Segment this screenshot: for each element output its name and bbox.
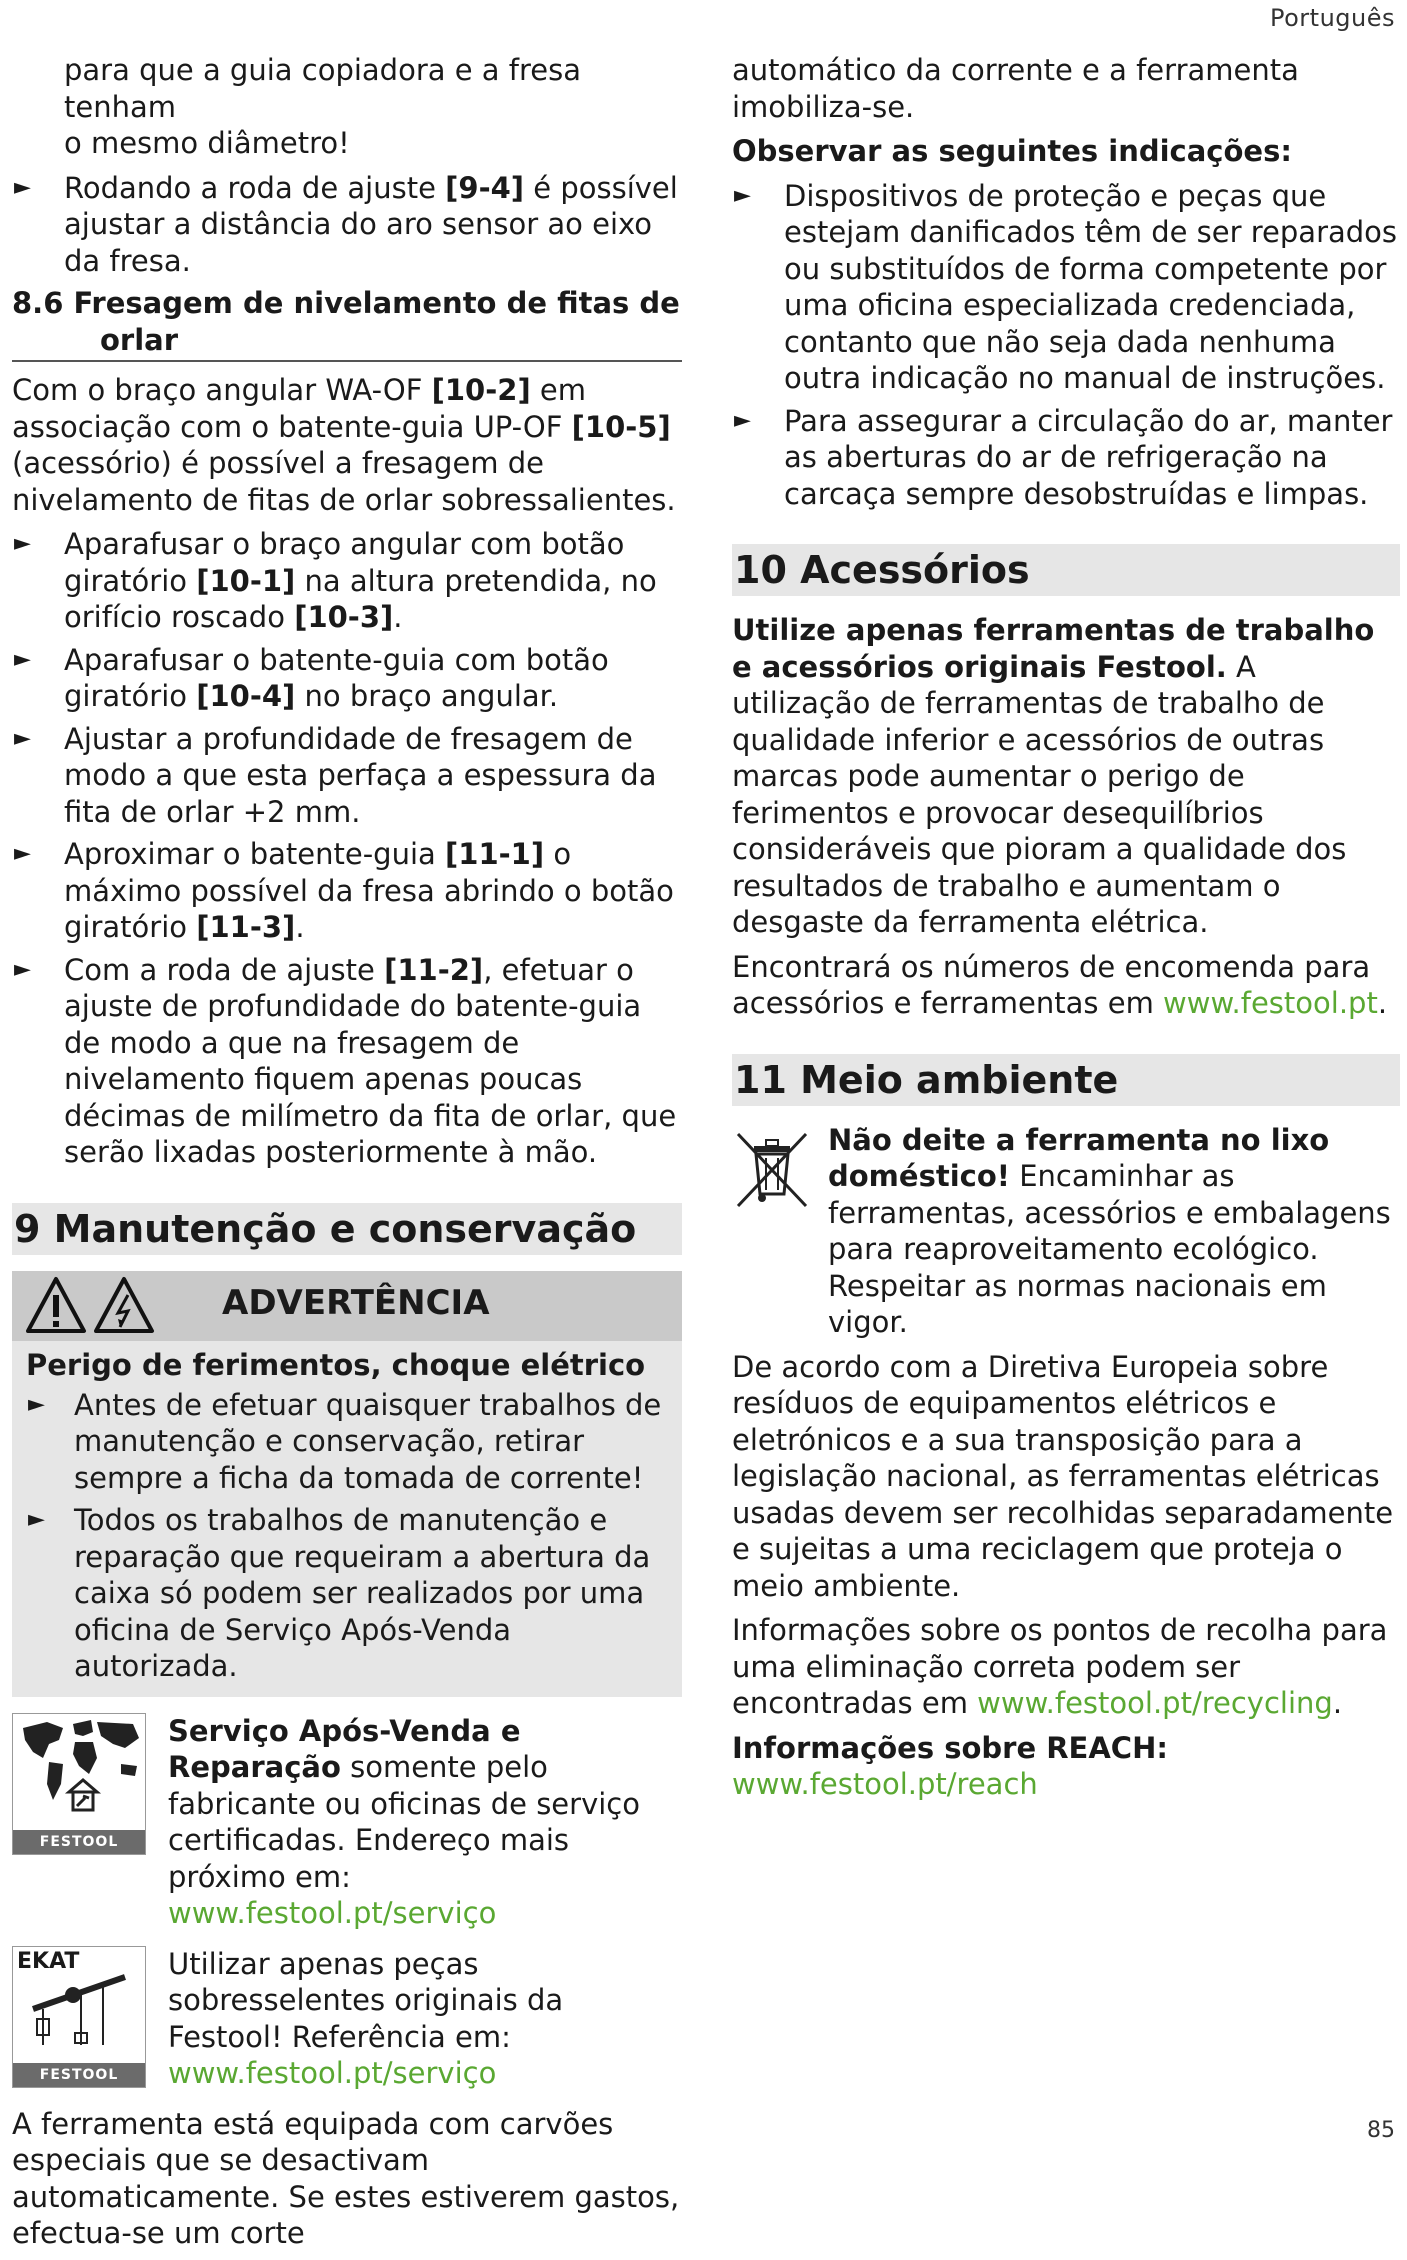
festool-link[interactable]: www.festool.pt: [1163, 986, 1378, 1020]
environment-paragraph: [732, 1122, 1400, 1341]
accessories-paragraph: [732, 612, 1400, 941]
warning-subtitle: Perigo de ferimentos, choque elétrico: [26, 1347, 646, 1382]
warning-body: [12, 1341, 682, 1685]
spare-parts-description: Utilizar apenas peças sobresselentes originais da Festool! Referência em:: [168, 1946, 564, 2054]
warning-title: ADVERTÊNCIA: [222, 1282, 490, 1323]
text: Encontrará os números de encomenda para acessórios e ferramentas em: [732, 949, 1371, 1020]
text-line: para que a guia copiadora e a fresa tenham: [64, 53, 582, 124]
warning-item: ► Todos os trabalhos de manutenção e reparação que requeiram a abertura da caixa só podem ser realizados por uma oficina de Serviço Após-Venda autorizada.: [26, 1502, 668, 1685]
text: Com a roda de ajuste: [64, 952, 385, 987]
reach-link[interactable]: www.festool.pt/reach: [732, 1767, 1038, 1801]
spare-parts-link[interactable]: www.festool.pt/serviço: [168, 2056, 497, 2090]
crossed-bin-icon: [732, 1128, 812, 1212]
bullet-item: [12, 170, 682, 280]
text: Com o braço angular WA-OF: [12, 373, 432, 407]
section-heading-11: 11 Meio ambiente: [732, 1054, 1400, 1106]
text: .: [393, 600, 403, 634]
text: é possível ajustar a distância do aro sensor ao eixo da fresa.: [64, 170, 678, 278]
ref: [10-2]: [431, 373, 531, 407]
service-block: [12, 1713, 682, 1932]
heading-line: orlar: [100, 322, 179, 357]
ref: [9-4]: [445, 170, 525, 205]
text: Aparafusar o batente-guia com botão giratório: [64, 642, 609, 713]
text-line: o mesmo diâmetro!: [64, 126, 350, 160]
ref: [10-5]: [571, 409, 671, 444]
service-icon-box: [12, 1713, 146, 1855]
text: o máximo possível da fresa abrindo o botão giratório: [64, 837, 674, 944]
festool-brand-strip: FESTOOL: [13, 1830, 145, 1854]
observe-heading: [732, 133, 1400, 170]
order-paragraph: [732, 949, 1400, 1022]
left-column: [12, 52, 682, 2260]
ekat-icon-box: [12, 1946, 146, 2088]
warning-box: [12, 1271, 682, 1697]
warning-header: [12, 1271, 682, 1341]
bullet-item: [12, 836, 682, 946]
ref: [10-3]: [294, 600, 394, 634]
final-paragraph: A ferramenta está equipada com carvões especiais que se desactivam automaticamente. Se estes estiverem gastos, efectua-se um corte: [12, 2106, 680, 2250]
bullet-item: ► Dispositivos de proteção e peças que estejam danificados têm de ser reparados ou substituídos de forma competente por uma oficina especializada credenciada, contanto que não seja dada nenhuma outra indicação no manual de instruções.: [732, 178, 1400, 397]
recycling-link[interactable]: www.festool.pt/recycling: [977, 1686, 1333, 1720]
spare-parts-text: [168, 1946, 682, 2092]
text: Rodando a roda de ajuste: [64, 170, 446, 205]
service-description: somente pelo fabricante ou oficinas de serviço certificadas. Endereço mais próximo em:: [168, 1750, 640, 1894]
bullet-item: ► Ajustar a profundidade de fresagem de modo a que esta perfaça a espessura da fita de orlar +2 mm.: [12, 721, 682, 831]
text: na altura pretendida, no orifício roscado: [64, 563, 657, 634]
text: .: [295, 910, 305, 944]
bullet-item: [12, 642, 682, 715]
service-title: Serviço Após-Venda e Reparação: [168, 1713, 521, 1784]
service-text: [168, 1713, 682, 1932]
reach-paragraph: [732, 1730, 1400, 1803]
text: .: [1332, 1686, 1343, 1720]
paragraph-continuation: [12, 52, 682, 162]
reach-lead: Informações sobre REACH:: [732, 1730, 1168, 1765]
subsection-heading-8-6: [12, 285, 682, 362]
spare-parts-block: [12, 1946, 682, 2092]
heading-line: 8.6 Fresagem de nivelamento de fitas de: [12, 286, 680, 320]
bullet-item: [12, 526, 682, 636]
warning-triangle-icons: [24, 1275, 164, 1337]
right-column: [732, 52, 1400, 1811]
world-map-service-icon: [13, 1714, 145, 1826]
ref: [11-1]: [445, 837, 545, 871]
text: Aparafusar o braço angular com botão giratório: [64, 527, 625, 598]
bullet-item: ► Para assegurar a circulação do ar, manter as aberturas do ar de refrigeração na carcaça sempre desobstruídas e limpas.: [732, 403, 1400, 513]
intro-paragraph: [12, 372, 682, 518]
ref: [11-2]: [384, 952, 484, 987]
warning-icons: [24, 1275, 164, 1341]
ekat-label: EKAT: [17, 1948, 80, 1974]
section-heading-10: 10 Acessórios: [732, 544, 1400, 596]
text: .: [1377, 986, 1388, 1020]
electric-shock-icon: [96, 1279, 152, 1331]
bullet-item: [12, 952, 682, 1171]
general-warning-icon: [28, 1279, 84, 1331]
warning-item: ► Antes de efetuar quaisquer trabalhos de manutenção e conservação, retirar sempre a ficha da tomada de corrente!: [26, 1387, 668, 1497]
service-link[interactable]: www.festool.pt/serviço: [168, 1896, 497, 1930]
text: Informações sobre os pontos de recolha para uma eliminação correta podem ser encontradas em: [732, 1613, 1388, 1720]
text: Observar as seguintes indicações:: [732, 134, 1292, 168]
recycling-paragraph: [732, 1612, 1400, 1722]
environment-text: Encaminhar as ferramentas, acessórios e embalagens para reaproveitamento ecológico. Respeitar as normas nacionais em vigor.: [828, 1159, 1391, 1339]
environment-block: [732, 1122, 1400, 1341]
ref: [11-3]: [196, 910, 296, 944]
accessories-lead: Utilize apenas ferramentas de trabalho e acessórios originais Festool.: [732, 613, 1375, 684]
section-heading-9: 9 Manutenção e conservação: [12, 1203, 682, 1255]
environment-lead: Não deite a ferramenta no lixo doméstico!: [828, 1122, 1330, 1193]
text: (acessório) é possível a fresagem de nivelamento de fitas de orlar sobressalientes.: [12, 446, 676, 517]
ref: [10-1]: [196, 563, 296, 598]
festool-brand-strip: FESTOOL: [13, 2063, 145, 2087]
directive-paragraph: De acordo com a Diretiva Europeia sobre resíduos de equipamentos elétricos e eletrónicos e a sua transposição para a legislação nacional, as ferramentas elétricas usadas devem ser recolhidas separadamente e sujeitas a uma reciclagem que proteja o meio ambiente.: [732, 1349, 1394, 1603]
accessories-text: A utilização de ferramentas de trabalho de qualidade inferior e acessórios de outras marcas pode aumentar o perigo de ferimentos e provocar desequilíbrios consideráveis que pioram a qualidade dos resultados de trabalho e aumentam o desgaste da ferramenta elétrica.: [732, 649, 1347, 939]
language-label: Português: [1269, 4, 1395, 32]
text: , efetuar o ajuste de profundidade do batente-guia de modo a que na fresagem de nivelamento fiquem apenas poucas décimas de milímetro da fita de orlar, que serão lixadas posteriormente à mão.: [64, 952, 677, 1169]
text: no braço angular.: [295, 679, 559, 713]
paragraph-continuation: automático da corrente e a ferramenta imobiliza-se.: [732, 53, 1299, 124]
ref: [10-4]: [196, 679, 296, 713]
text: em associação com o batente-guia UP-OF: [12, 373, 587, 444]
page-number: 85: [1367, 2118, 1395, 2143]
text: Aproximar o batente-guia: [64, 837, 446, 871]
